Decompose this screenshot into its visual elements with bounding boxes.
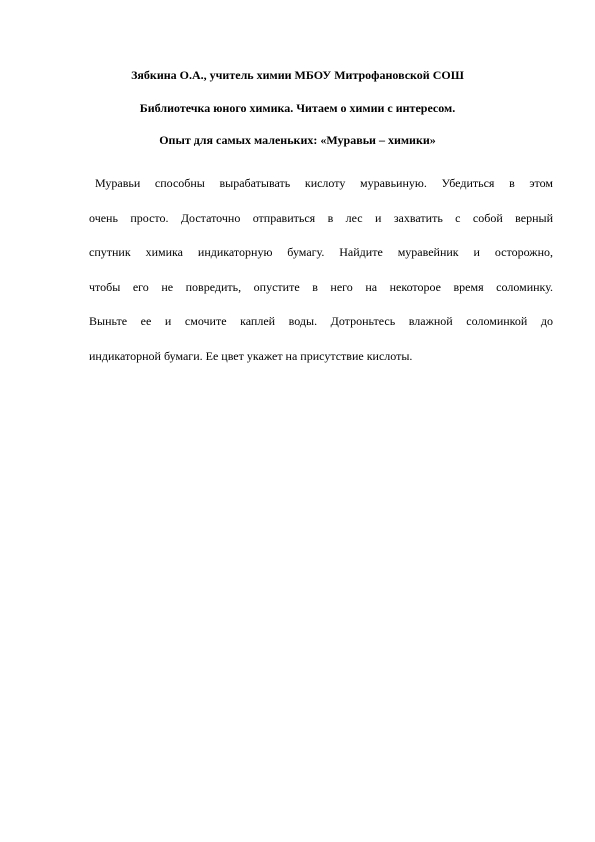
paragraph-line: Муравьи способны вырабатывать кислоту муравьиную. Убедиться в этом [95, 176, 553, 190]
paragraph-line: спутник химика индикаторную бумагу. Найдите муравейник и осторожно, [89, 245, 553, 259]
paragraph-line: индикаторной бумаги. Ее цвет укажет на присутствие кислоты. [89, 348, 413, 363]
paragraph-line: чтобы его не повредить, опустите в него на некоторое время соломинку. [89, 279, 553, 294]
paragraph-line: очень просто. Достаточно отправиться в лес и захватить с собой верный [89, 210, 553, 225]
paragraph-line: Выньте ее и смочите каплей воды. Дотроньтесь влажной соломинкой до [89, 314, 553, 328]
series-title: Библиотечка юного химика. Читаем о химии с интересом. [139, 101, 456, 115]
experiment-title: Опыт для самых маленьких: «Муравьи – химики» [159, 133, 436, 147]
author-line: Зябкина О.А., учитель химии МБОУ Митрофановской СОШ [131, 68, 464, 82]
experiment-paragraph [89, 176, 553, 383]
